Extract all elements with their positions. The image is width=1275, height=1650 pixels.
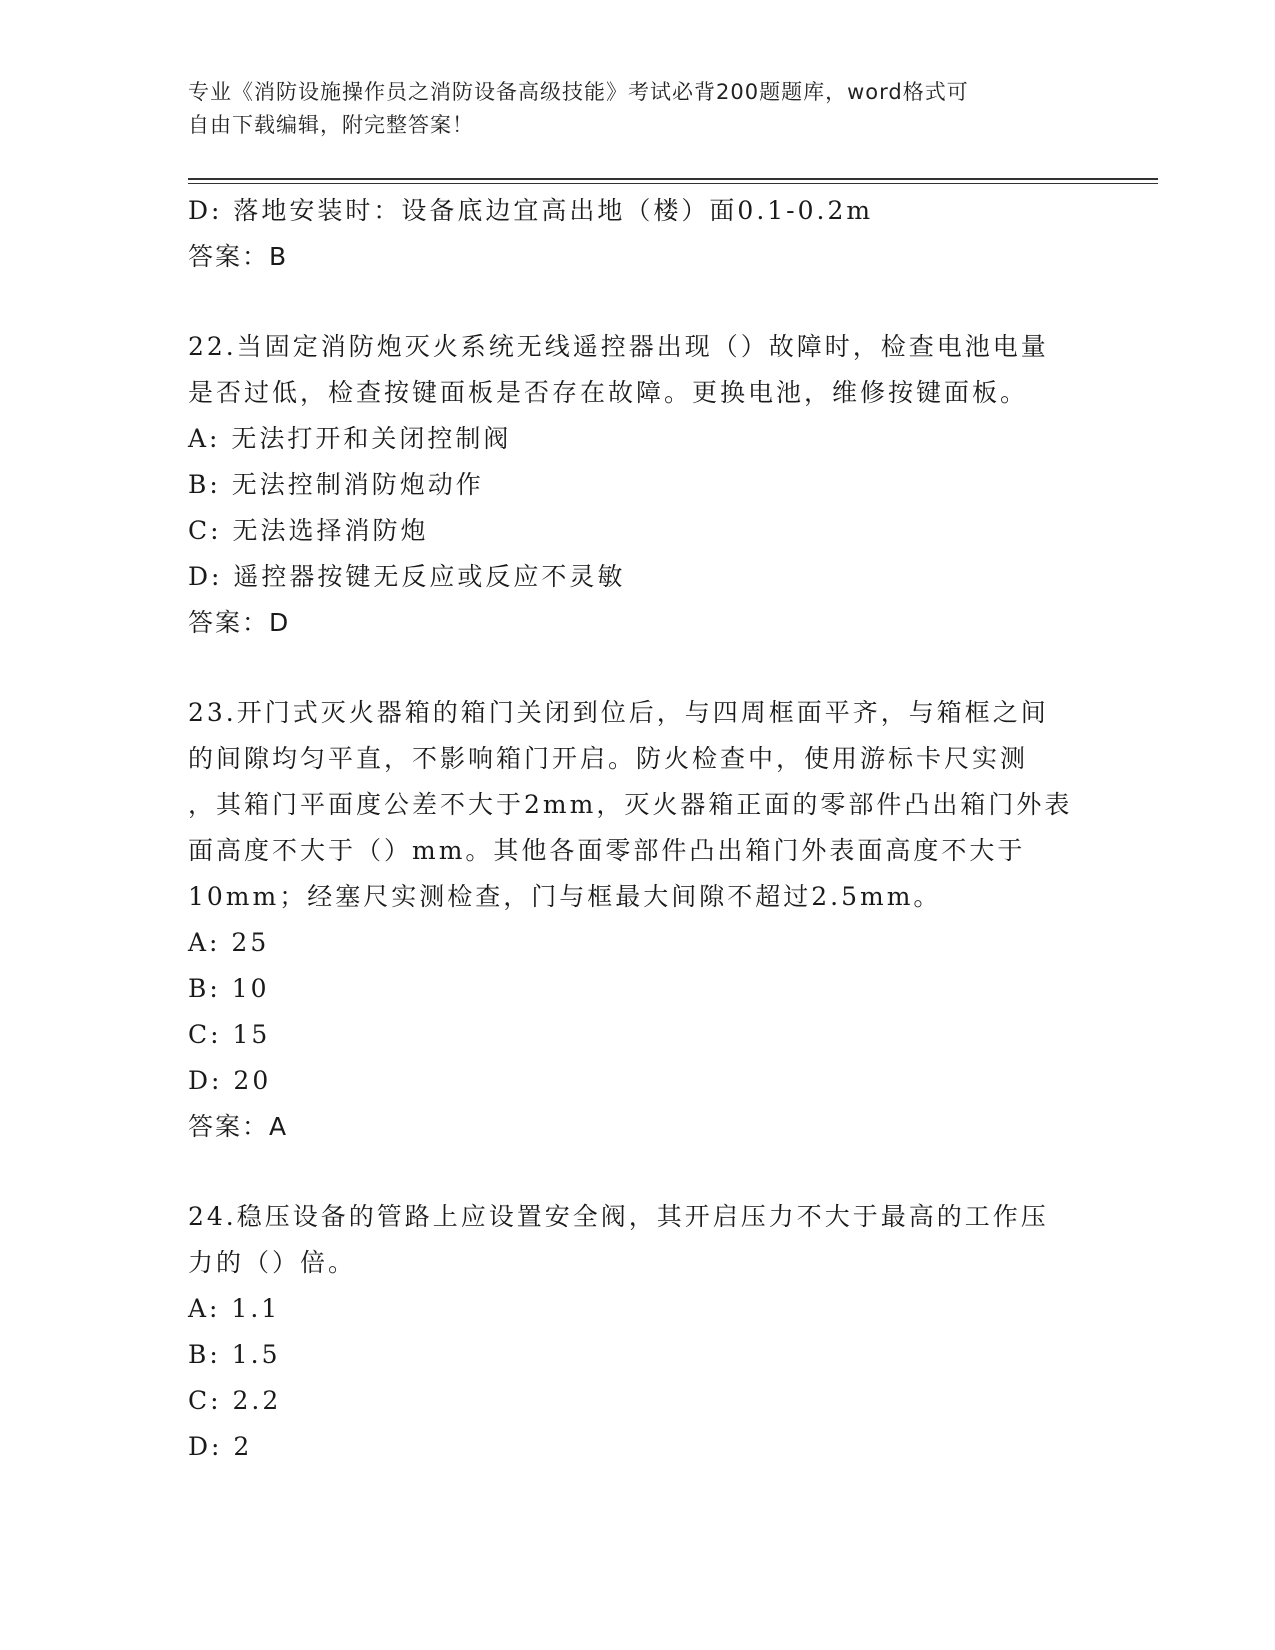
question-stem-line: 10mm；经塞尺实测检查，门与框最大间隙不超过2.5mm。 [188, 882, 942, 911]
question-24 [188, 1194, 1088, 1470]
option-c: C: 无法选择消防炮 [188, 516, 429, 545]
option-a: A: 无法打开和关闭控制阀 [188, 424, 512, 453]
question-stem-line: 力的（）倍。 [188, 1248, 357, 1277]
option-a: A: 1.1 [188, 1294, 281, 1323]
option-c: C: 15 [188, 1020, 271, 1049]
option-d: D: 20 [188, 1066, 272, 1095]
option-b: B: 10 [188, 974, 270, 1003]
option-c: C: 2.2 [188, 1386, 282, 1415]
question-stem-line: 面高度不大于（）mm。其他各面零部件凸出箱门外表面高度不大于 [188, 836, 1026, 865]
document-header [188, 76, 1088, 142]
answer-line: 答案：D [188, 608, 291, 637]
question-stem-line: ，其箱门平面度公差不大于2mm，灭火器箱正面的零部件凸出箱门外表 [188, 790, 1073, 819]
question-stem-line: 22.当固定消防炮灭火系统无线遥控器出现（）故障时，检查电池电量 [188, 332, 1049, 361]
header-line-2: 自由下载编辑，附完整答案！ [188, 113, 474, 137]
option-a: A: 25 [188, 928, 270, 957]
option-d: D: 2 [188, 1432, 253, 1461]
question-stem-line: 的间隙均匀平直，不影响箱门开启。防火检查中，使用游标卡尺实测 [188, 744, 1029, 773]
option-b: B: 1.5 [188, 1340, 281, 1369]
question-22 [188, 324, 1088, 646]
header-line-1: 专业《消防设施操作员之消防设备高级技能》考试必背200题题库，word格式可 [188, 80, 969, 104]
answer-line: 答案：A [188, 1112, 289, 1141]
answer-line: 答案：B [188, 242, 289, 271]
header-divider-thin [188, 183, 1158, 184]
option-d: D: 遥控器按键无反应或反应不灵敏 [188, 562, 626, 591]
option-b: B: 无法控制消防炮动作 [188, 470, 484, 499]
question-21-tail [188, 188, 1088, 280]
header-divider-thick [188, 178, 1158, 180]
question-23 [188, 690, 1088, 1150]
question-list [188, 188, 1088, 1470]
question-stem-line: 是否过低，检查按键面板是否存在故障。更换电池，维修按键面板。 [188, 378, 1029, 407]
option-d: D: 落地安装时：设备底边宜高出地（楼）面0.1-0.2m [188, 196, 874, 225]
question-stem-line: 23.开门式灭火器箱的箱门关闭到位后，与四周框面平齐，与箱框之间 [188, 698, 1049, 727]
question-stem-line: 24.稳压设备的管路上应设置安全阀，其开启压力不大于最高的工作压 [188, 1202, 1049, 1231]
